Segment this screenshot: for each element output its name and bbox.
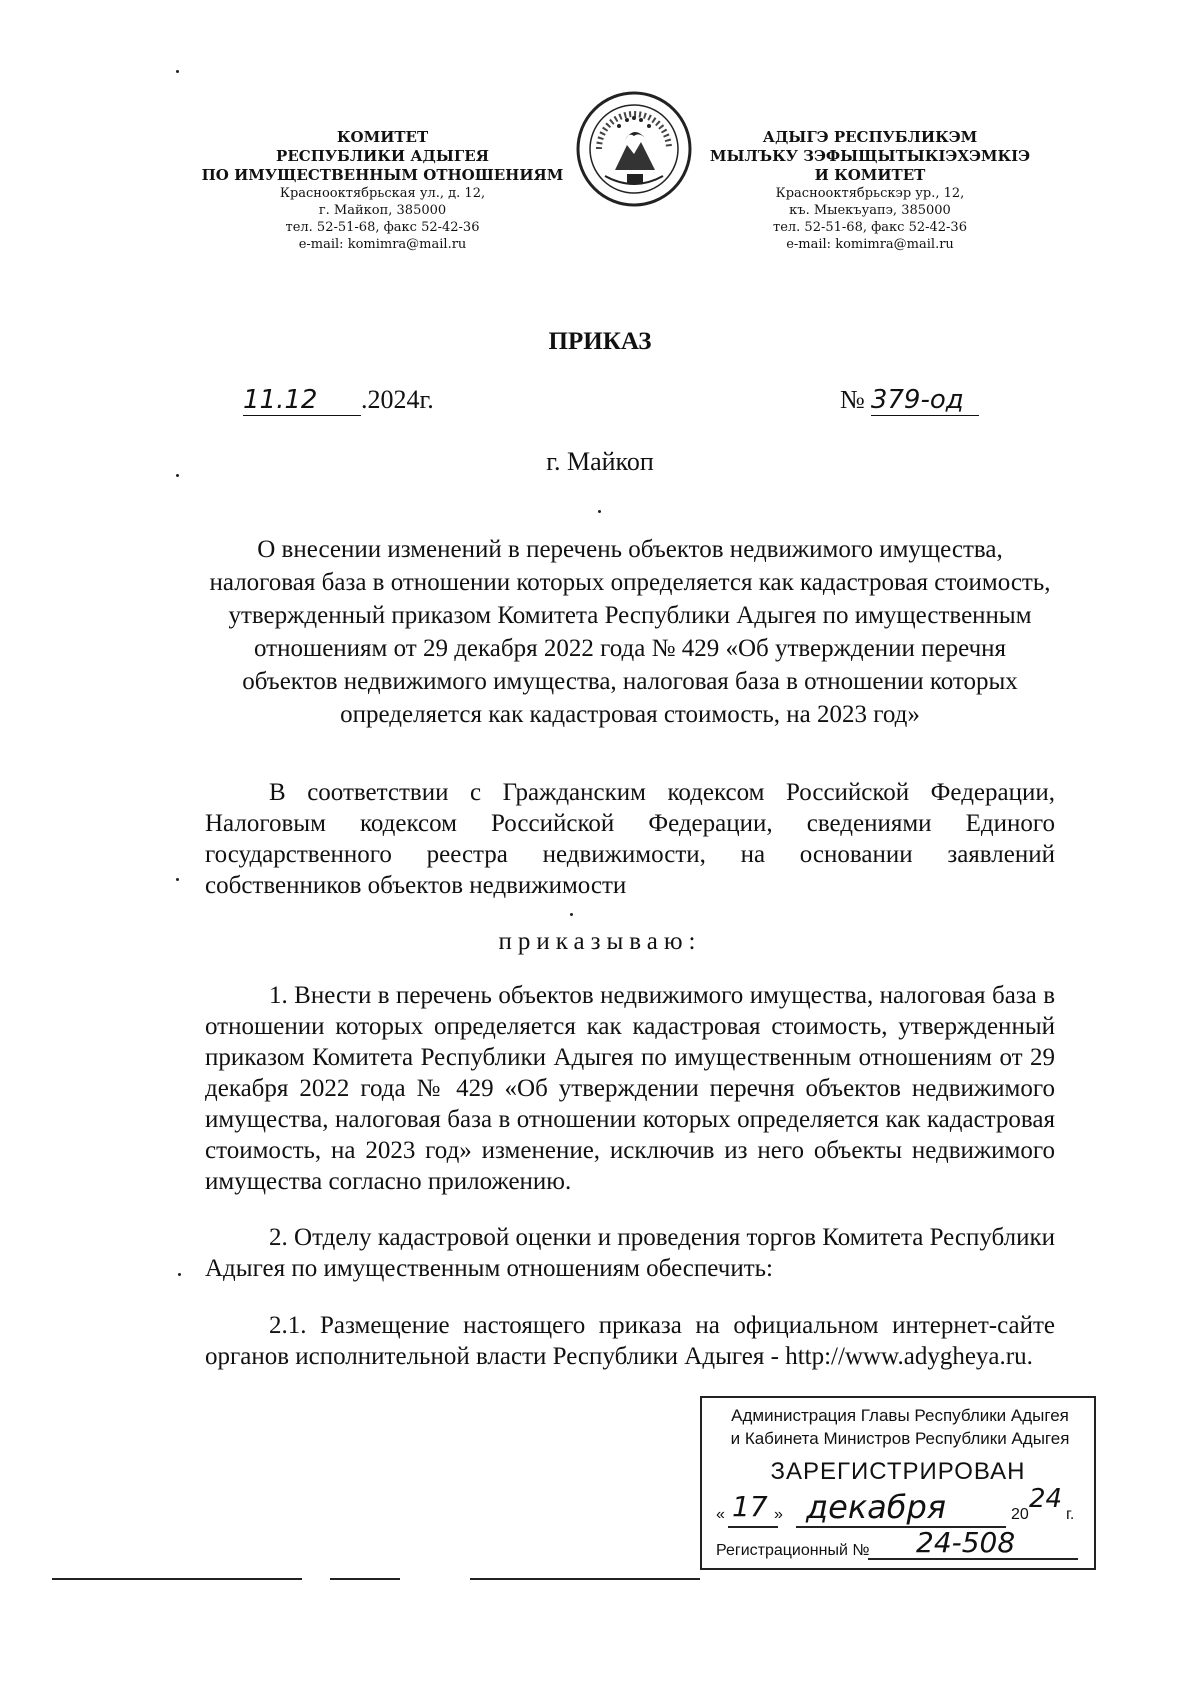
header-left-address1: Краснооктябрьская ул., д. 12, <box>279 186 486 201</box>
bottom-rule-2 <box>330 1578 400 1580</box>
city-line: г. Майкоп <box>546 447 654 476</box>
item-1-text: 1. Внести в перечень объектов недвижимого имущества, налоговая база в отношении которых определяется как кадастровая стоимость, утвержденный приказом Комитета Республики Адыгея по имущественным отношениям от 29 декабря 2022 года № 429 «Об утверждении перечня объектов недвижимого имущества, налоговая база в отношении которых определяется как кадастровая стоимость, на 2023 год» изменение, исключив из него объекты недвижимого имущества согласно приложению. <box>205 982 1055 1195</box>
scan-speck <box>176 474 179 477</box>
header-right-block <box>700 128 1040 253</box>
header-right-line1: АДЫГЭ РЕСПУБЛИКЭМ <box>762 128 978 146</box>
scan-speck <box>570 913 573 916</box>
stamp-month: декабря <box>806 1488 947 1526</box>
order-word: приказываю: <box>498 928 702 955</box>
basis-text: В соответствии с Гражданским кодексом Российской Федерации, Налоговым кодексом Российской Федерации, сведениями Единого государственного реестра недвижимости, на основании заявлений собственников объектов недвижимости <box>205 779 1055 899</box>
stamp-year-prefix: 20 <box>1011 1506 1029 1523</box>
header-right-address2: къ. Мыекъуапэ, 385000 <box>789 203 951 218</box>
handwritten-number: 379-од <box>870 385 964 415</box>
scan-speck <box>176 70 179 73</box>
stamp-date-line <box>716 1484 1086 1530</box>
stamp-year-label: г. <box>1066 1506 1075 1523</box>
header-left-block <box>200 128 565 253</box>
bottom-rule-3 <box>470 1578 700 1580</box>
stamp-year-suffix: 24 <box>1029 1484 1063 1514</box>
date-year: .2024г. <box>361 385 434 414</box>
number-sign: № <box>840 385 865 414</box>
stamp-org-line1: Администрация Главы Республики Адыгея <box>731 1406 1069 1425</box>
stamp-registered: ЗАРЕГИСТРИРОВАН <box>770 1458 1026 1485</box>
item-2-1 <box>205 1310 1055 1372</box>
header-right-email: e-mail: komimra@mail.ru <box>786 237 954 252</box>
order-date <box>243 385 434 416</box>
item-1 <box>205 980 1055 1197</box>
stamp-day: 17 <box>732 1490 768 1523</box>
header-left-email: e-mail: komimra@mail.ru <box>298 237 467 252</box>
basis-paragraph <box>205 777 1055 901</box>
bottom-rule-1 <box>52 1578 302 1580</box>
header-left-phone: тел. 52-51-68, факс 52-42-36 <box>285 220 480 235</box>
header-right-address1: Краснооктябрьскэр ур., 12, <box>775 186 965 201</box>
stamp-reg-label: Регистрационный № <box>716 1542 870 1559</box>
document-title: ПРИКАЗ <box>548 328 652 355</box>
header-left-address2: г. Майкоп, 385000 <box>318 203 447 218</box>
stamp-quote-close: » <box>774 1506 783 1523</box>
header-right-phone: тел. 52-51-68, факс 52-42-36 <box>773 220 967 235</box>
header-right-line2: МЫЛЪКУ ЗЭФЫЩЫТЫКІЭХЭМКІЭ <box>709 147 1031 165</box>
stamp-org-line2: и Кабинета Министров Республики Адыгея <box>730 1429 1070 1448</box>
item-2-1-text: 2.1. Размещение настоящего приказа на официальном интернет-сайте органов исполнительной власти Республики Адыгея - http://www.adygheya.ru. <box>205 1312 1055 1370</box>
handwritten-date: 11.12 <box>243 385 318 415</box>
stamp-quote-open: « <box>716 1506 725 1523</box>
stamp-organization <box>710 1404 1090 1450</box>
scan-speck <box>178 1273 181 1276</box>
stamp-reg-number: 24-508 <box>916 1526 1016 1559</box>
item-2-text: 2. Отделу кадастровой оценки и проведения торгов Комитета Республики Адыгея по имущественным отношениям обеспечить: <box>205 1224 1055 1282</box>
scan-speck <box>598 510 601 513</box>
stamp-reg-number-line <box>716 1526 1086 1562</box>
item-2 <box>205 1222 1055 1284</box>
scan-speck <box>176 878 179 881</box>
registration-stamp <box>700 1396 1096 1570</box>
order-subject: О внесении изменений в перечень объектов недвижимого имущества, налоговая база в отношении которых определяется как кадастровая стоимость, утвержденный приказом Комитета Республики Адыгея по имущественным отношениям от 29 декабря 2022 года № 429 «Об утверждении перечня объектов недвижимого имущества, налоговая база в отношении которых определяется как кадастровая стоимость, на 2023 год» <box>209 536 1051 728</box>
header-right-line3: И КОМИТЕТ <box>814 166 926 184</box>
header-left-line3: ПО ИМУЩЕСТВЕННЫМ ОТНОШЕНИЯМ <box>201 166 564 184</box>
header-left-line2: РЕСПУБЛИКИ АДЫГЕЯ <box>276 147 489 165</box>
header-left-line1: КОМИТЕТ <box>336 128 429 146</box>
order-number <box>840 385 979 416</box>
coat-of-arms-emblem <box>575 90 693 208</box>
